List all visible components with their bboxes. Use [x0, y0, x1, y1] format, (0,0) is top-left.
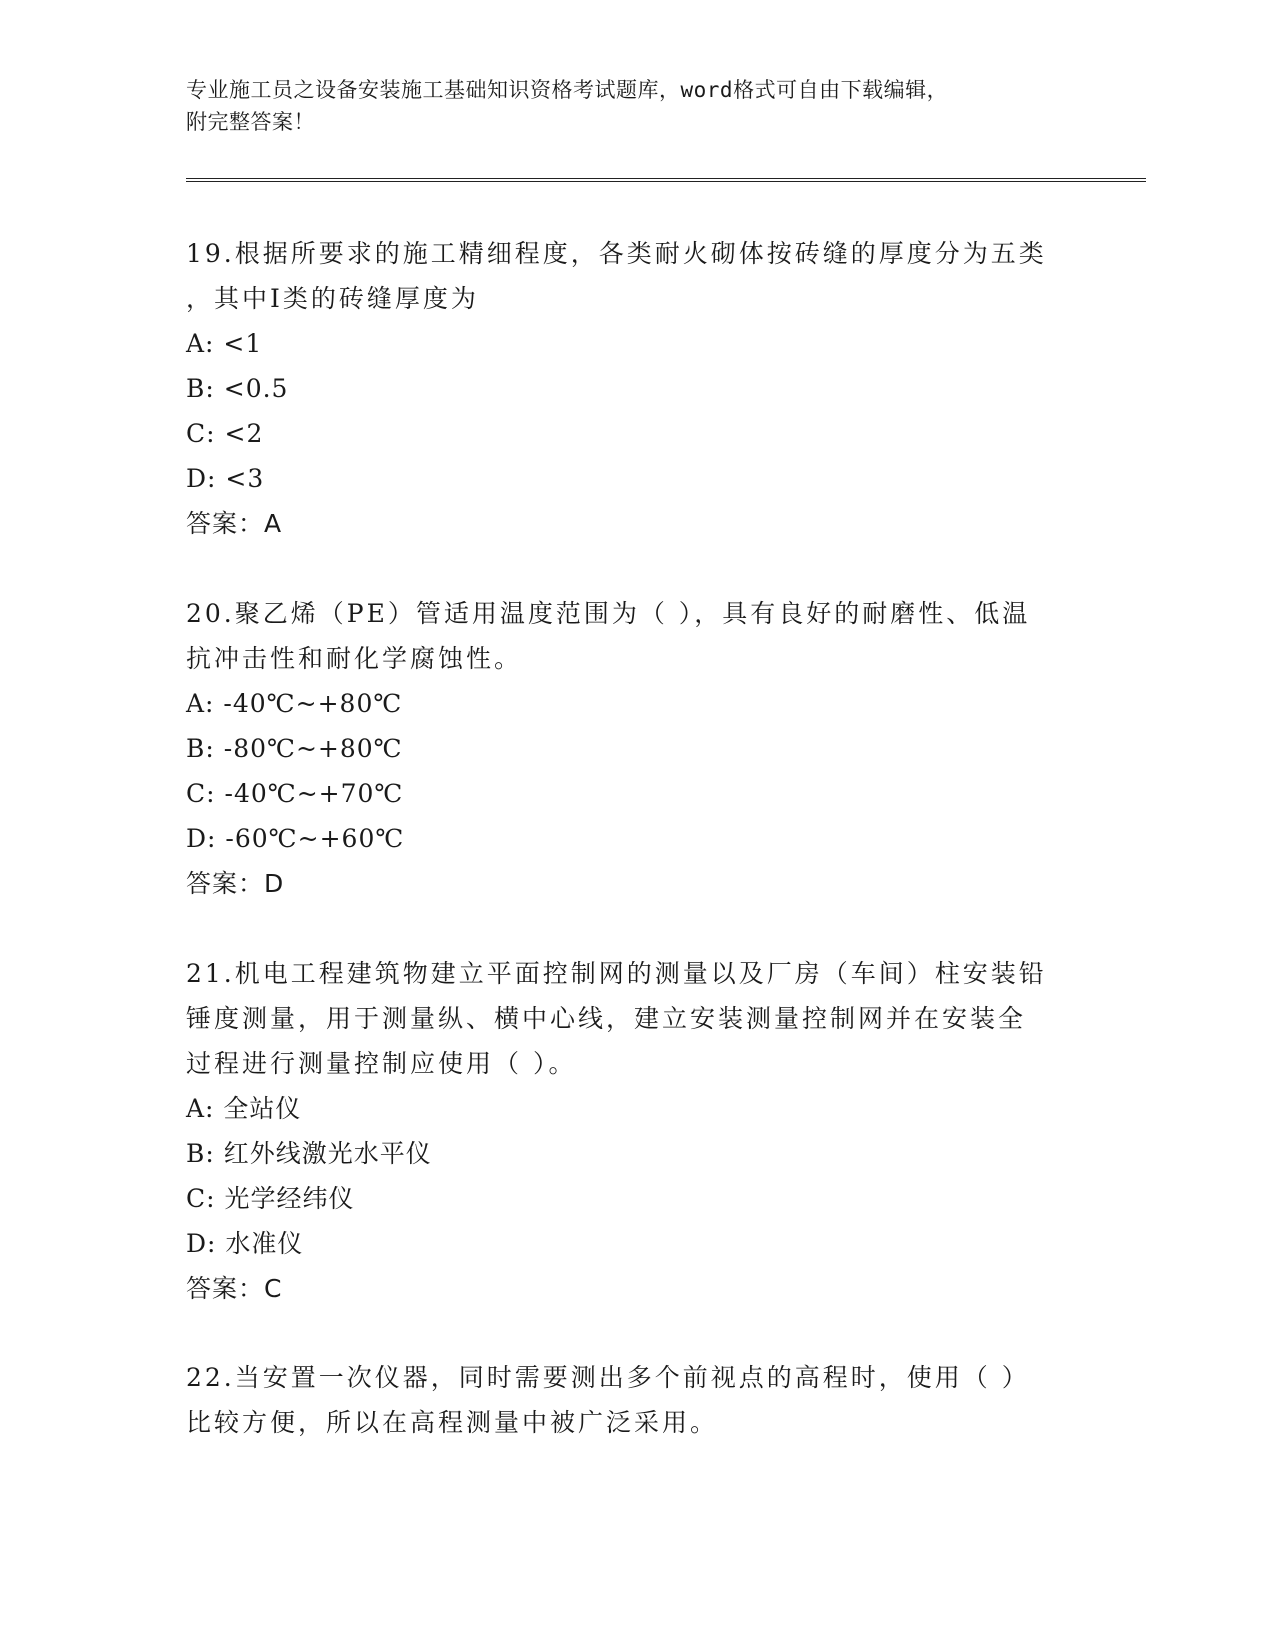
question-stem: 21.机电工程建筑物建立平面控制网的测量以及厂房（车间）柱安装铅 锤度测量，用于测量纵、横中心线，建立安装测量控制网并在安装全 过程进行测量控制应使用（ ）。	[186, 959, 1047, 1078]
option-c: C: -40℃~+70℃	[186, 779, 404, 808]
option-b: B: -80℃~+80℃	[186, 734, 403, 763]
document-header: 专业施工员之设备安装施工基础知识资格考试题库，word格式可自由下载编辑， 附完整答案！	[186, 78, 949, 134]
answer-line: 答案：A	[186, 509, 283, 538]
option-b: B: <0.5	[186, 374, 289, 403]
question-20	[186, 591, 1086, 906]
header-divider	[186, 178, 1146, 182]
option-a: A: 全站仪	[186, 1094, 302, 1123]
question-stem: 20.聚乙烯（PE）管适用温度范围为（ ），具有良好的耐磨性、低温 抗冲击性和耐化学腐蚀性。	[186, 599, 1031, 673]
option-b: B: 红外线激光水平仪	[186, 1139, 432, 1168]
option-d: D: -60℃~+60℃	[186, 824, 405, 853]
option-c: C: <2	[186, 419, 264, 448]
option-c: C: 光学经纬仪	[186, 1184, 355, 1213]
question-stem: 22.当安置一次仪器，同时需要测出多个前视点的高程时，使用（ ） 比较方便，所以在高程测量中被广泛采用。	[186, 1363, 1030, 1437]
question-21	[186, 951, 1086, 1311]
option-a: A: -40℃~+80℃	[186, 689, 403, 718]
question-22	[186, 1355, 1086, 1445]
option-d: D: 水准仪	[186, 1229, 304, 1258]
option-d: D: <3	[186, 464, 265, 493]
question-19	[186, 231, 1086, 546]
option-a: A: <1	[186, 329, 263, 358]
question-stem: 19.根据所要求的施工精细程度，各类耐火砌体按砖缝的厚度分为五类 ，其中Ⅰ类的砖缝厚度为	[186, 239, 1047, 313]
answer-line: 答案：C	[186, 1274, 283, 1303]
answer-line: 答案：D	[186, 869, 285, 898]
